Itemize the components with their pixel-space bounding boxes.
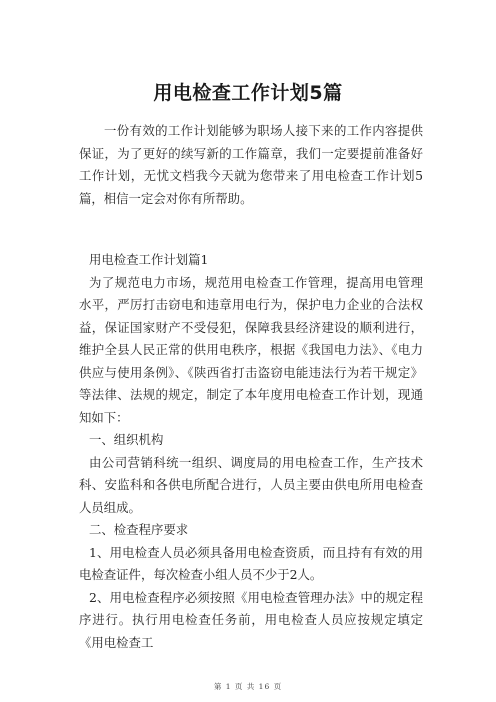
body-paragraph: 1、用电检查人员必须具备用电检查资质，而且持有有效的用电检查证件，每次检查小组人员不少于2人。 (79, 544, 423, 582)
section-heading: 用电检查工作计划篇1 (89, 252, 209, 267)
document-body (79, 249, 423, 654)
intro-paragraph: 一份有效的工作计划能够为职场人接下来的工作内容提供保证，为了更好的续写新的工作篇章，我们一定要提前准备好工作计划，无忧文档我今天就为您带来了用电检查工作计划5篇，相信一定会对你有所帮助。 (79, 123, 423, 206)
section-heading: 一、组织机构 (89, 432, 164, 447)
body-paragraph: 为了规范电力市场，规范用电检查工作管理，提高用电管理水平，严厉打击窃电和违章用电行为，保护电力企业的合法权益，保证国家财产不受侵犯，保障我县经济建设的顺利进行，维护全县人民正常的供用电秩序，根据《我国电力法》、《电力供应与使用条例》、《陕西省打击盗窃电能违法行为若干规定》等法律、法规的规定，制定了本年度用电检查工作计划，现通知如下： (79, 274, 423, 425)
document-title: 用电检查工作计划5篇 (153, 82, 343, 104)
section-heading: 二、检查程序要求 (89, 522, 189, 537)
body-paragraph: 2、用电检查程序必须按照《用电检查管理办法》中的规定程序进行。执行用电检查任务前，用电检查人员应按规定填定《用电检查工 (79, 589, 423, 650)
page-footer: 第 1 页 共 16 页 (213, 682, 283, 691)
body-paragraph: 由公司营销科统一组织、调度局的用电检查工作，生产技术科、安监科和各供电所配合进行，人员主要由供电所用电检查人员组成。 (79, 454, 423, 515)
